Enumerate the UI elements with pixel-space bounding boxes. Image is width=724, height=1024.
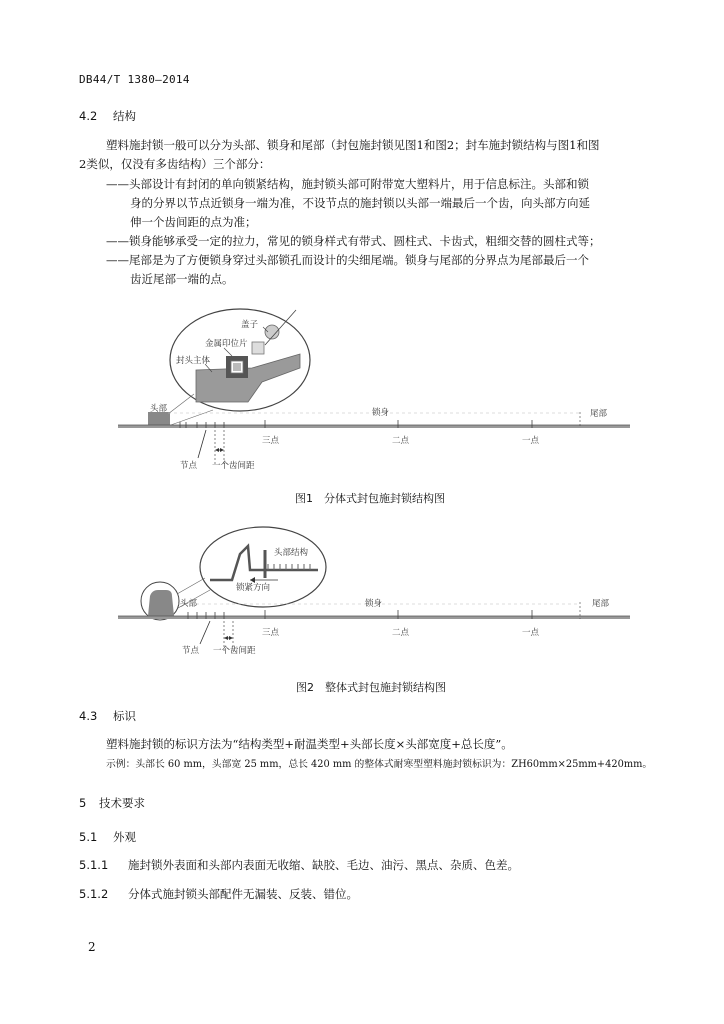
clause-text: 施封锁外表面和头部内表面无收缩、缺胶、毛边、油污、黑点、杂质、色差。: [128, 858, 519, 872]
paragraph-line: 2类似，仅没有多齿结构）三个部分：: [79, 157, 271, 171]
label-body: 锁身: [365, 599, 383, 609]
strap: [118, 425, 630, 428]
section-title: 技术要求: [99, 796, 145, 810]
clause-text: 分体式施封锁头部配件无漏装、反装、错位。: [128, 887, 358, 901]
section-heading-4-3: [79, 708, 136, 724]
page-number: 2: [88, 940, 96, 954]
section-number: 5: [79, 796, 87, 810]
list-item-line: 齿近尾部一端的点。: [130, 272, 234, 286]
clause-5-1-2: [79, 886, 358, 902]
clause-number: 5.1.2: [79, 887, 109, 901]
label-tooth-pitch: 一个齿间距: [212, 461, 255, 471]
figure-1-caption: 图1 分体式封包施封锁结构图: [295, 492, 445, 505]
clause-number: 5.1.1: [79, 858, 109, 872]
label-tail: 尾部: [592, 599, 610, 609]
label-node: 节点: [180, 461, 198, 471]
tick-label: 一点: [522, 436, 540, 446]
paragraph: 塑料施封锁的标识方法为“结构类型+耐温类型+头部长度×头部宽度+总长度”。: [106, 737, 513, 751]
figure-1-diagram: [0, 290, 724, 490]
clause-5-1-1: [79, 857, 519, 873]
label-head: 头部: [180, 599, 198, 609]
section-heading-5: [79, 795, 145, 811]
zoom-ellipse: [200, 527, 326, 607]
section-heading-4-2: [79, 108, 136, 124]
section-number: 4.2: [79, 109, 98, 123]
figure-2-caption: 图2 整体式封包施封锁结构图: [296, 681, 446, 694]
section-title: 外观: [113, 830, 136, 844]
list-item-line: 伸一个齿间距的点为准；: [130, 215, 257, 229]
label-head-body: 封头主体: [176, 356, 211, 366]
section-heading-5-1: [79, 829, 136, 845]
list-item-line: ——锁身能够承受一定的拉力，常见的锁身样式有带式、圆柱式、卡齿式，粗细交替的圆柱式等；: [106, 234, 601, 248]
section-title: 结构: [113, 109, 136, 123]
section-number: 4.3: [79, 709, 98, 723]
label-node: 节点: [182, 646, 200, 656]
tick-label: 二点: [392, 436, 410, 446]
figure-2-diagram: [0, 520, 724, 660]
list-item-line: 身的分界以节点近锁身一端为准，不设节点的施封锁以头部一端最后一个齿，向头部方向延: [130, 196, 590, 210]
label-locking-direction: 锁紧方向: [236, 583, 271, 593]
tick-label: 三点: [262, 628, 280, 638]
head-block: [148, 590, 174, 616]
strap: [118, 616, 630, 619]
list-item-line: ——尾部是为了方便锁身穿过头部锁孔而设计的尖细尾端。锁身与尾部的分界点为尾部最后一个: [106, 253, 589, 267]
tick-label: 一点: [522, 628, 540, 638]
label-tooth-pitch: 一个齿间距: [213, 646, 256, 656]
paragraph-line: 塑料施封锁一般可以分为头部、锁身和尾部（封包施封锁见图1和图2；封车施封锁结构与图1和图: [106, 138, 600, 152]
label-metal-plate: 金属印位片: [205, 339, 248, 349]
label-body: 锁身: [372, 408, 390, 418]
label-head: 头部: [150, 404, 168, 414]
example-text: 示例：头部长 60 mm，头部宽 25 mm，总长 420 mm 的整体式耐寒型塑料施封锁标识为：ZH60mm×25mm+420mm。: [106, 759, 653, 770]
label-cap: 盖子: [241, 320, 259, 330]
label-tail: 尾部: [590, 409, 608, 419]
document-id: DB44/T 1380—2014: [79, 73, 190, 86]
tick-label: 三点: [262, 436, 280, 446]
label-head-structure: 头部结构: [274, 548, 309, 558]
section-title: 标识: [113, 709, 136, 723]
tick-label: 二点: [392, 628, 410, 638]
section-number: 5.1: [79, 830, 98, 844]
list-item-line: ——头部设计有封闭的单向锁紧结构，施封锁头部可附带宽大塑料片，用于信息标注。头部和锁: [106, 177, 589, 191]
